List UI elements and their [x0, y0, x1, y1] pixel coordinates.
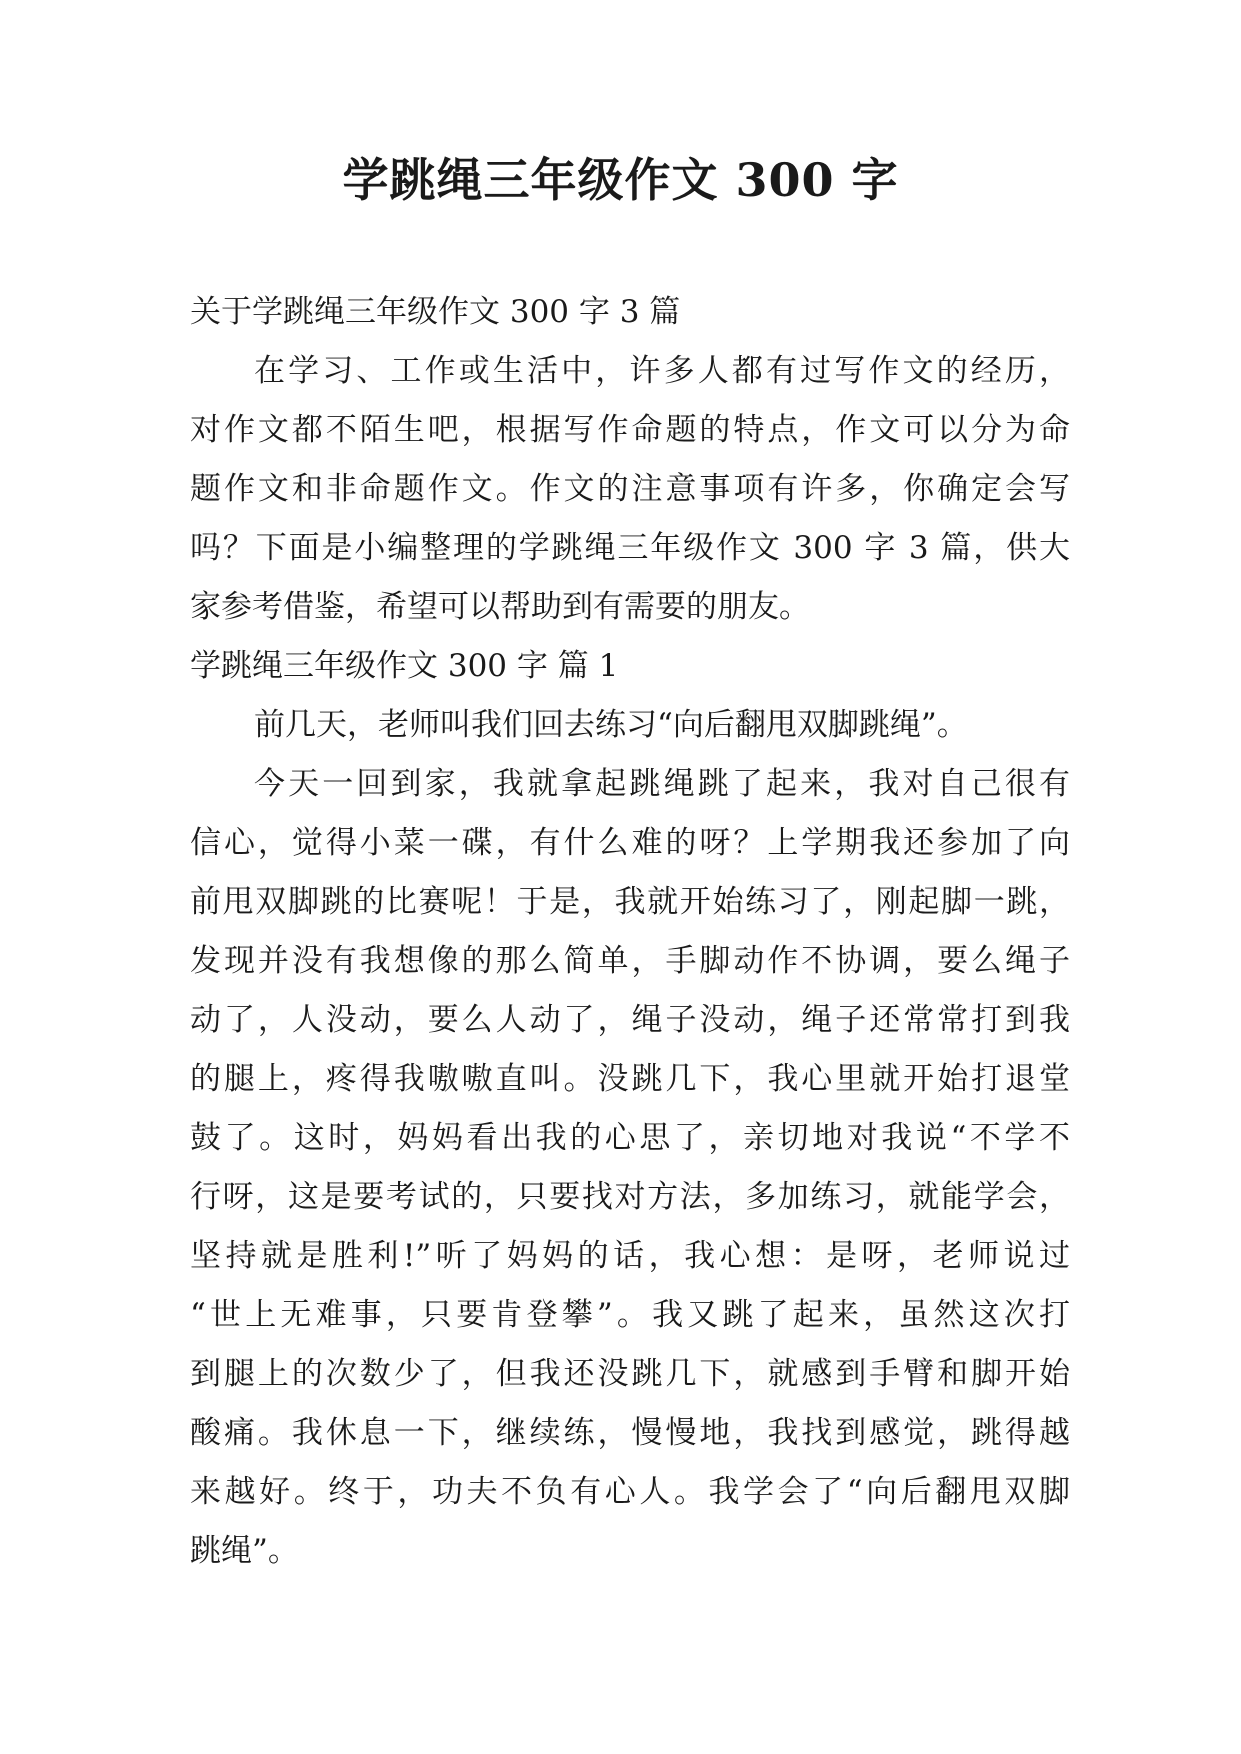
body-line: 家参考借鉴，希望可以帮助到有需要的朋友。: [190, 589, 810, 625]
body-line: 行呀，这是要考试的，只要找对方法，多加练习，就能学会，: [190, 1179, 1070, 1215]
body-line: 在学习、工作或生活中，许多人都有过写作文的经历，: [254, 353, 1070, 389]
body-line: 吗？下面是小编整理的学跳绳三年级作文 300 字 3 篇，供大: [190, 530, 1070, 566]
body-line: 发现并没有我想像的那么简单，手脚动作不协调，要么绳子: [190, 943, 1070, 979]
document-title: 学跳绳三年级作文 300 字: [342, 153, 899, 207]
body-line: 来越好。终于，功夫不负有心人。我学会了“向后翻甩双脚: [190, 1474, 1070, 1510]
body-line: 对作文都不陌生吧，根据写作命题的特点，作文可以分为命: [190, 412, 1070, 448]
body-line: 的腿上，疼得我嗷嗷直叫。没跳几下，我心里就开始打退堂: [190, 1061, 1070, 1097]
body-line: 信心，觉得小菜一碟，有什么难的呀？上学期我还参加了向: [190, 825, 1070, 861]
body-line: 题作文和非命题作文。作文的注意事项有许多，你确定会写: [190, 471, 1070, 507]
body-line: “世上无难事，只要肯登攀”。我又跳了起来，虽然这次打: [190, 1297, 1070, 1333]
body-line: 前几天，老师叫我们回去练习“向后翻甩双脚跳绳”。: [254, 707, 968, 743]
document-body: [190, 283, 1070, 1581]
body-line: 到腿上的次数少了，但我还没跳几下，就感到手臂和脚开始: [190, 1356, 1070, 1392]
body-line: 前甩双脚跳的比赛呢！于是，我就开始练习了，刚起脚一跳，: [190, 884, 1070, 920]
body-line: 跳绳”。: [190, 1533, 299, 1569]
body-line: 坚持就是胜利!”听了妈妈的话，我心想：是呀，老师说过: [190, 1238, 1070, 1274]
body-line: 学跳绳三年级作文 300 字 篇 1: [190, 648, 619, 684]
body-line: 鼓了。这时，妈妈看出我的心思了，亲切地对我说“不学不: [190, 1120, 1070, 1156]
body-line: 关于学跳绳三年级作文 300 字 3 篇: [190, 294, 681, 330]
body-line: 酸痛。我休息一下，继续练，慢慢地，我找到感觉，跳得越: [190, 1415, 1070, 1451]
body-line: 动了，人没动，要么人动了，绳子没动，绳子还常常打到我: [190, 1002, 1070, 1038]
body-line: 今天一回到家，我就拿起跳绳跳了起来，我对自己很有: [254, 766, 1070, 802]
